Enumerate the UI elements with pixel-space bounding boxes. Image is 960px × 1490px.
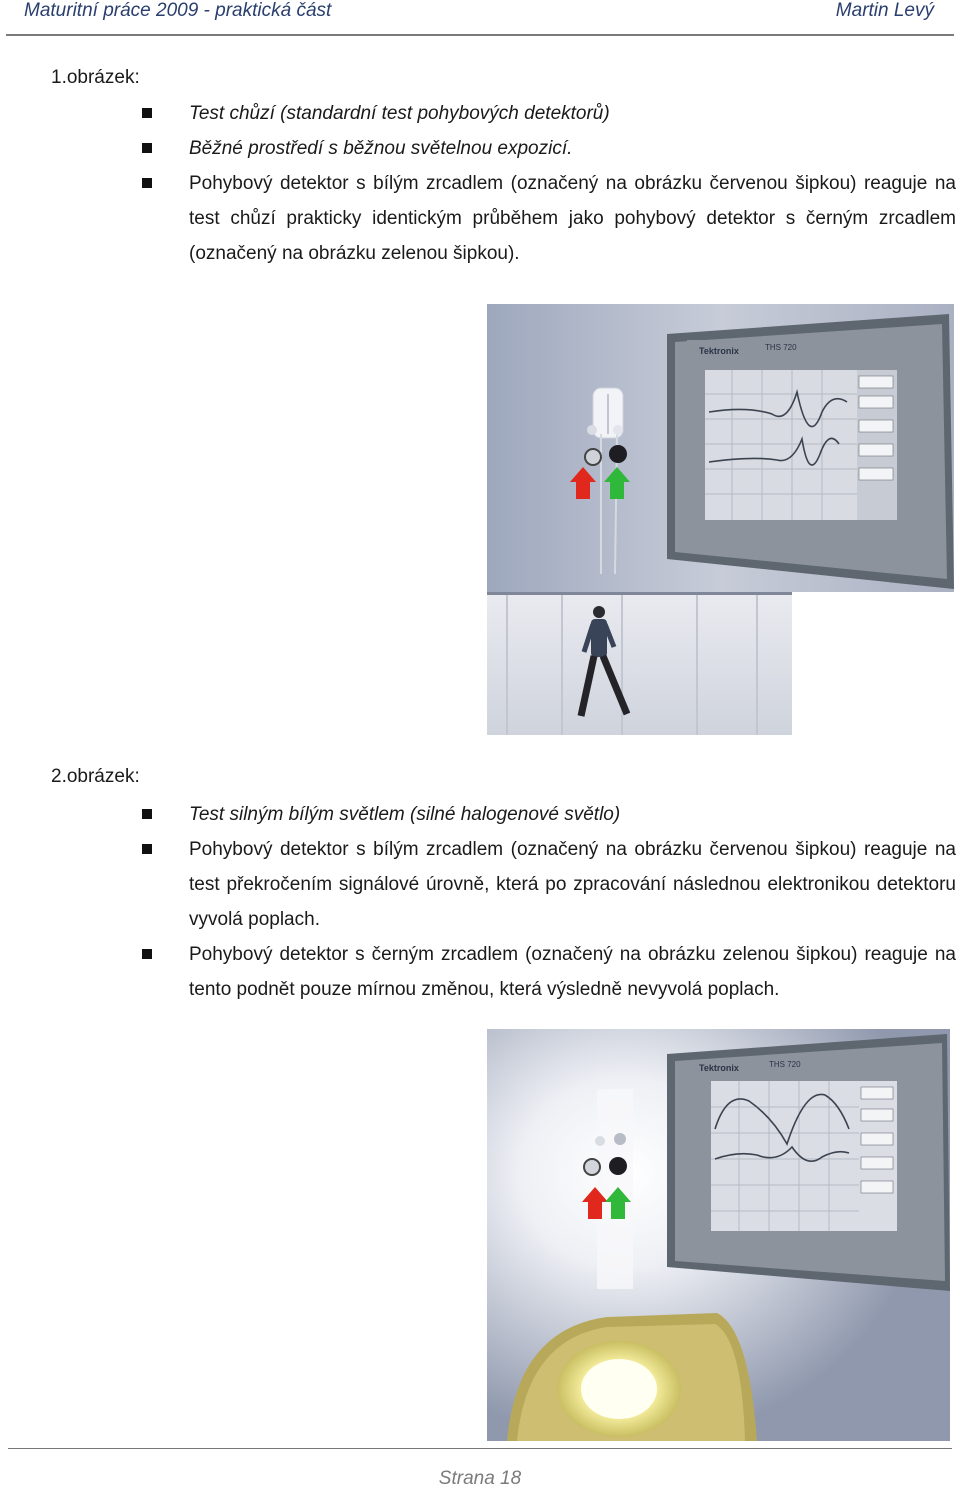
page-number: Strana 18 (438, 1468, 522, 1489)
list-item-text: Pohybový detektor s černým zrcadlem (označený na obrázku zelenou šipkou) reaguje na tento podnět pouze mírnou změnou, která výsledně nevyvolá poplach. (189, 944, 956, 1000)
list-item-text: Běžné prostředí s běžnou světelnou expozicí. (189, 138, 573, 159)
bullet-icon (142, 949, 152, 959)
page-header (0, 0, 960, 36)
header-rule (6, 34, 954, 36)
figure-2-bullet-list (138, 797, 956, 1007)
list-item (138, 96, 956, 131)
footer-rule (8, 1448, 952, 1449)
walk-test-photo (487, 304, 954, 735)
scope-brand: Tektronix (699, 346, 739, 356)
scope-model: THS 720 (769, 1060, 801, 1069)
list-item (138, 131, 956, 166)
list-item-text: Test chůzí (standardní test pohybových detektorů) (189, 103, 610, 124)
figure-2-caption: 2.obrázek: (51, 766, 140, 787)
figure-1-photo (487, 304, 954, 735)
bullet-icon (142, 844, 152, 854)
figure-2-photo (487, 1029, 950, 1441)
scope-brand: Tektronix (699, 1063, 739, 1073)
list-item-text: Test silným bílým světlem (silné halogenové světlo) (189, 804, 621, 825)
list-item (138, 832, 956, 937)
list-item-text: Pohybový detektor s bílým zrcadlem (označený na obrázku červenou šipkou) reaguje na test překročením signálové úrovně, která po zpracování následnou elektronikou detektoru vyvolá poplach. (189, 839, 956, 930)
list-item (138, 166, 956, 271)
header-author: Martin Levý (835, 0, 934, 21)
bullet-icon (142, 178, 152, 188)
header-title: Maturitní práce 2009 - praktická část (24, 0, 332, 21)
oscilloscope (667, 1034, 950, 1291)
figure-1-bullet-list (138, 96, 956, 271)
figure-1-caption: 1.obrázek: (51, 67, 140, 88)
page-footer (0, 1448, 960, 1487)
list-item-text: Pohybový detektor s bílým zrcadlem (označený na obrázku červenou šipkou) reaguje na test chůzí prakticky identickým průběhem jako pohybový detektor s černým zrcadlem (označený na obrázku zelenou šipkou). (189, 173, 956, 264)
scope-model: THS 720 (765, 343, 797, 352)
list-item (138, 797, 956, 832)
bullet-icon (142, 809, 152, 819)
halogen-test-photo (487, 1029, 950, 1441)
bullet-icon (142, 143, 152, 153)
oscilloscope (667, 314, 954, 589)
list-item (138, 937, 956, 1007)
bullet-icon (142, 108, 152, 118)
